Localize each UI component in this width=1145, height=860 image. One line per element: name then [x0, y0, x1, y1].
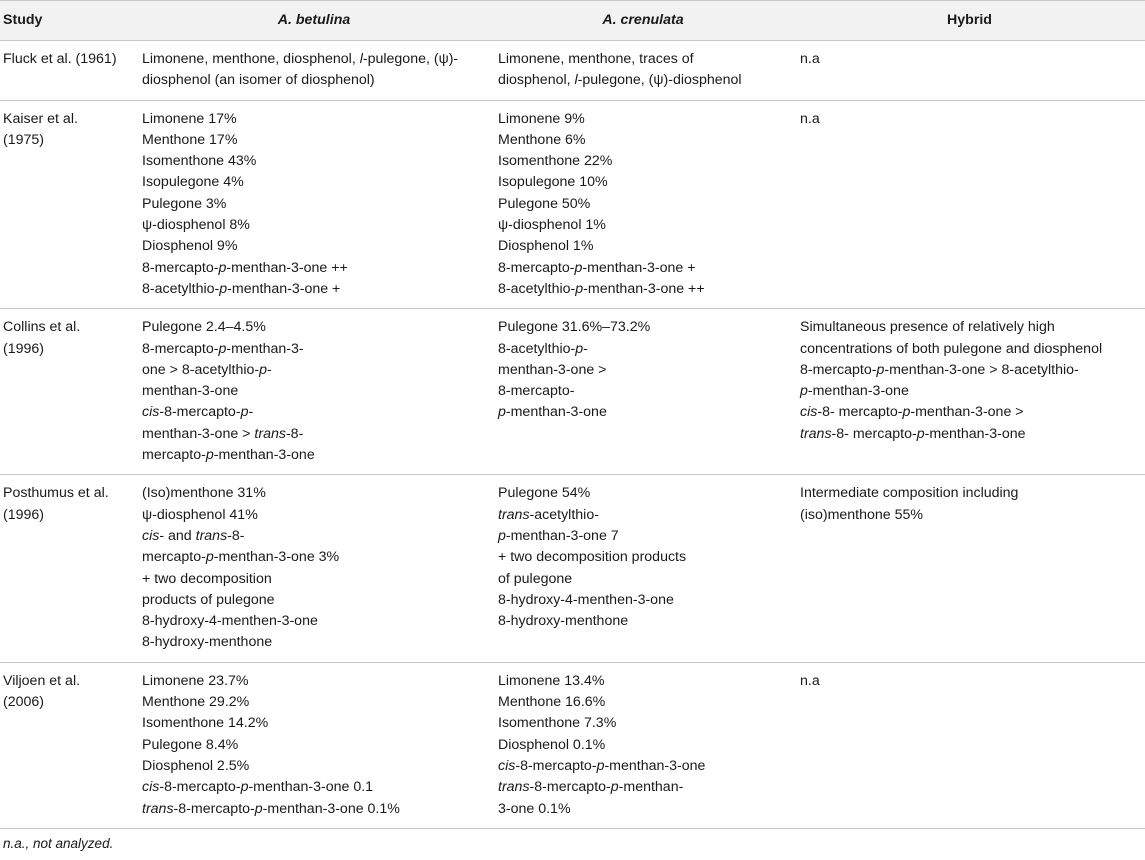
text-fragment: products of pulegone: [142, 591, 275, 608]
italic-fragment: p: [575, 280, 584, 297]
hybrid-line: [800, 339, 1141, 360]
study-line: (1975): [3, 131, 45, 148]
crenulata-line: [498, 194, 790, 215]
text-fragment: -pulegone, (ψ)-diosphenol: [577, 72, 742, 89]
text-fragment: 8-hydroxy-menthone: [142, 634, 273, 651]
text-fragment: Isomenthone 22%: [498, 153, 613, 170]
italic-fragment: p: [876, 361, 885, 378]
text-fragment: ψ-diosphenol 1%: [498, 217, 606, 234]
betulina-line: [142, 194, 488, 215]
italic-fragment: trans: [498, 506, 530, 523]
hybrid-cell: [794, 662, 1145, 828]
betulina-line: [142, 483, 488, 504]
betulina-cell: [136, 41, 492, 101]
header-hybrid: Hybrid: [794, 1, 1145, 41]
italic-fragment: p: [498, 404, 506, 421]
italic-fragment: p: [254, 800, 263, 817]
text-fragment: -8-: [285, 425, 304, 442]
betulina-line: [142, 777, 488, 798]
crenulata-line: [498, 151, 790, 172]
crenulata-line: [498, 611, 790, 632]
hybrid-line: [800, 505, 1141, 526]
text-fragment: -8- mercapto-: [831, 425, 917, 442]
text-fragment: -8-mercapto-: [173, 800, 255, 817]
crenulata-line: [498, 526, 790, 547]
crenulata-cell: [492, 309, 794, 475]
text-fragment: Menthone 17%: [142, 131, 238, 148]
text-fragment: -menthan-3-one: [807, 383, 909, 400]
crenulata-line: [498, 317, 790, 338]
text-fragment: of pulegone: [498, 570, 573, 587]
text-fragment: 8-acetylthio-: [498, 340, 576, 357]
text-fragment: Isomenthone 43%: [142, 153, 257, 170]
crenulata-line: [498, 258, 790, 279]
text-fragment: (Iso)menthone 31%: [142, 485, 266, 502]
crenulata-line: [498, 360, 790, 381]
italic-fragment: trans: [142, 800, 174, 817]
italic-fragment: l: [359, 51, 363, 67]
crenulata-line: [498, 70, 790, 91]
betulina-line: [142, 151, 488, 172]
betulina-line: [142, 526, 488, 547]
hybrid-line: [800, 109, 1141, 130]
betulina-line: [142, 381, 488, 402]
crenulata-cell: [492, 662, 794, 828]
italic-fragment: p: [610, 779, 619, 796]
betulina-line: [142, 590, 488, 611]
italic-fragment: p: [205, 447, 214, 464]
crenulata-line: [498, 692, 790, 713]
table-body: [0, 41, 1145, 829]
text-fragment: Isomenthone 7.3%: [498, 715, 617, 732]
text-fragment: + two decomposition products: [498, 549, 687, 566]
italic-fragment: trans: [254, 425, 286, 442]
italic-fragment: trans: [800, 425, 832, 442]
text-fragment: Pulegone 31.6%–73.2%: [498, 319, 651, 336]
study-line: Fluck et al. (1961): [3, 51, 117, 67]
hybrid-line: [800, 49, 1141, 70]
betulina-line: [142, 611, 488, 632]
text-fragment: Diosphenol 0.1%: [498, 736, 606, 753]
hybrid-line: [800, 381, 1141, 402]
text-fragment: Diosphenol 9%: [142, 238, 238, 255]
italic-fragment: p: [218, 340, 227, 357]
italic-fragment: p: [259, 361, 268, 378]
crenulata-cell: [492, 475, 794, 662]
crenulata-line: [498, 671, 790, 692]
italic-fragment: p: [498, 527, 506, 544]
crenulata-cell: [492, 100, 794, 309]
study-cell: [0, 309, 136, 475]
betulina-line: [142, 258, 488, 279]
italic-fragment: p: [219, 280, 228, 297]
table-footnote: n.a., not analyzed.: [3, 835, 114, 851]
crenulata-line: [498, 547, 790, 568]
italic-fragment: cis: [142, 527, 160, 544]
text-fragment: -menthan-3-one > 8-acetylthio-: [884, 361, 1079, 378]
hybrid-cell: [794, 41, 1145, 101]
text-fragment: -menthan-3-one 0.1: [248, 779, 374, 796]
italic-fragment: p: [240, 404, 249, 421]
text-fragment: Diosphenol 1%: [498, 238, 594, 255]
betulina-line: [142, 236, 488, 257]
betulina-line: [142, 402, 488, 423]
text-fragment: -8-mercapto-: [529, 779, 611, 796]
betulina-line: [142, 109, 488, 130]
text-fragment: -pulegone, (ψ)-: [362, 51, 459, 67]
crenulata-line: [498, 130, 790, 151]
text-fragment: -menthan-3-one +: [582, 259, 696, 276]
crenulata-line: [498, 279, 790, 300]
hybrid-cell: [794, 309, 1145, 475]
betulina-line: [142, 130, 488, 151]
text-fragment: Menthone 16.6%: [498, 694, 606, 711]
hybrid-line: [800, 483, 1141, 504]
italic-fragment: trans: [498, 779, 530, 796]
text-fragment: Isopulegone 4%: [142, 174, 244, 191]
text-fragment: -menthan-3-one: [604, 757, 706, 774]
crenulata-line: [498, 505, 790, 526]
betulina-cell: [136, 475, 492, 662]
italic-fragment: cis: [800, 404, 818, 421]
betulina-line: [142, 424, 488, 445]
text-fragment: 8-mercapto-: [498, 259, 575, 276]
text-fragment: -menthan-3-one: [213, 447, 315, 464]
betulina-line: [142, 360, 488, 381]
crenulata-line: [498, 339, 790, 360]
betulina-line: [142, 756, 488, 777]
crenulata-line: [498, 756, 790, 777]
text-fragment: Pulegone 50%: [498, 195, 591, 212]
text-fragment: 8-hydroxy-4-menthen-3-one: [498, 591, 674, 608]
text-fragment: (iso)menthone 55%: [800, 506, 924, 523]
hybrid-line: [800, 424, 1141, 445]
text-fragment: -menthan-3-one +: [227, 280, 341, 297]
study-line: (1996): [3, 340, 45, 357]
betulina-line: [142, 215, 488, 236]
betulina-line: [142, 317, 488, 338]
italic-fragment: p: [902, 404, 911, 421]
betulina-line: [142, 632, 488, 653]
crenulata-line: [498, 109, 790, 130]
betulina-line: [142, 713, 488, 734]
hybrid-line: [800, 360, 1141, 381]
study-line: Viljoen et al.: [3, 672, 81, 689]
text-fragment: 8-mercapto-: [800, 361, 877, 378]
italic-fragment: p: [916, 425, 925, 442]
study-cell: [0, 475, 136, 662]
italic-fragment: p: [240, 779, 249, 796]
text-fragment: one > 8-acetylthio-: [142, 361, 260, 378]
text-fragment: Simultaneous presence of relatively high: [800, 319, 1055, 336]
italic-fragment: p: [574, 259, 583, 276]
text-fragment: -menthan-3-one 3%: [213, 549, 340, 566]
text-fragment: Pulegone 8.4%: [142, 736, 239, 753]
text-fragment: -8- mercapto-: [817, 404, 903, 421]
text-fragment: -8-mercapto-: [159, 779, 241, 796]
text-fragment: Pulegone 3%: [142, 195, 227, 212]
text-fragment: + two decomposition: [142, 570, 272, 587]
crenulata-line: [498, 215, 790, 236]
crenulata-line: [498, 402, 790, 423]
crenulata-line: [498, 735, 790, 756]
betulina-cell: [136, 309, 492, 475]
betulina-line: [142, 339, 488, 360]
crenulata-line: [498, 569, 790, 590]
text-fragment: 8-mercapto-: [498, 383, 575, 400]
betulina-line: [142, 671, 488, 692]
header-crenulata: A. crenulata: [492, 1, 794, 41]
text-fragment: Isomenthone 14.2%: [142, 715, 269, 732]
text-fragment: -: [583, 340, 588, 357]
text-fragment: -menthan-3-one ++: [583, 280, 705, 297]
betulina-cell: [136, 662, 492, 828]
study-cell: [0, 100, 136, 309]
hybrid-cell: [794, 475, 1145, 662]
betulina-line: [142, 547, 488, 568]
text-fragment: -menthan-3-one 0.1%: [262, 800, 400, 817]
text-fragment: Menthone 6%: [498, 131, 586, 148]
italic-fragment: cis: [498, 757, 516, 774]
betulina-line: [142, 445, 488, 466]
text-fragment: Pulegone 54%: [498, 485, 591, 502]
text-fragment: 8-mercapto-: [142, 259, 219, 276]
header-betulina: A. betulina: [136, 1, 492, 41]
text-fragment: Intermediate composition including: [800, 485, 1019, 502]
text-fragment: Limonene 13.4%: [498, 672, 605, 689]
text-fragment: ψ-diosphenol 41%: [142, 506, 258, 523]
betulina-line: [142, 735, 488, 756]
crenulata-line: [498, 590, 790, 611]
italic-fragment: p: [218, 259, 227, 276]
text-fragment: Limonene 23.7%: [142, 672, 249, 689]
study-line: Posthumus et al.: [3, 485, 109, 502]
betulina-line: [142, 70, 488, 91]
text-fragment: Limonene 17%: [142, 110, 237, 127]
crenulata-line: [498, 236, 790, 257]
table-row: [0, 309, 1145, 475]
text-fragment: 8-mercapto-: [142, 340, 219, 357]
betulina-line: [142, 569, 488, 590]
text-fragment: -8-mercapto-: [515, 757, 597, 774]
study-cell: [0, 662, 136, 828]
text-fragment: -8-mercapto-: [159, 404, 241, 421]
text-fragment: -menthan-3-one >: [910, 404, 1024, 421]
text-fragment: -: [248, 404, 254, 421]
text-fragment: 8-acetylthio-: [142, 280, 220, 297]
study-line: Kaiser et al.: [3, 110, 78, 127]
text-fragment: menthan-3-one: [142, 383, 239, 400]
text-fragment: 3-one 0.1%: [498, 800, 571, 817]
text-fragment: -menthan-3-one: [505, 404, 607, 421]
text-fragment: Isopulegone 10%: [498, 174, 608, 191]
betulina-line: [142, 172, 488, 193]
text-fragment: diosphenol,: [498, 72, 575, 89]
betulina-line: [142, 692, 488, 713]
crenulata-line: [498, 172, 790, 193]
text-fragment: ψ-diosphenol 8%: [142, 217, 250, 234]
text-fragment: -menthan-3-one: [924, 425, 1026, 442]
crenulata-line: [498, 777, 790, 798]
betulina-line: [142, 49, 488, 70]
text-fragment: mercapto-: [142, 549, 206, 566]
text-fragment: Limonene 9%: [498, 110, 585, 127]
text-fragment: menthan-3-one >: [142, 425, 255, 442]
italic-fragment: cis: [142, 404, 160, 421]
table-row: [0, 662, 1145, 828]
hybrid-cell: [794, 100, 1145, 309]
text-fragment: 8-hydroxy-4-menthen-3-one: [142, 613, 318, 630]
table-row: [0, 41, 1145, 101]
text-fragment: Pulegone 2.4–4.5%: [142, 319, 266, 336]
text-fragment: -8-: [227, 527, 245, 544]
table-row: [0, 100, 1145, 309]
italic-fragment: p: [205, 549, 214, 566]
italic-fragment: p: [596, 757, 605, 774]
italic-fragment: p: [800, 383, 808, 400]
crenulata-line: [498, 799, 790, 820]
text-fragment: Limonene, menthone, traces of: [498, 51, 694, 67]
text-fragment: n.a: [800, 51, 820, 67]
study-line: Collins et al.: [3, 319, 81, 336]
italic-fragment: p: [575, 340, 584, 357]
text-fragment: 8-acetylthio-: [498, 280, 576, 297]
italic-fragment: trans: [195, 527, 228, 544]
hybrid-line: [800, 671, 1141, 692]
betulina-line: [142, 279, 488, 300]
text-fragment: - and: [159, 527, 196, 544]
italic-fragment: l: [574, 72, 578, 89]
study-cell: [0, 41, 136, 101]
text-fragment: -menthan-3-one 7: [505, 527, 619, 544]
text-fragment: Limonene, menthone, diosphenol,: [142, 51, 360, 67]
text-fragment: -: [267, 361, 272, 378]
table-row: [0, 475, 1145, 662]
text-fragment: concentrations of both pulegone and diosphenol: [800, 340, 1103, 357]
crenulata-cell: [492, 41, 794, 101]
crenulata-line: [498, 381, 790, 402]
text-fragment: n.a: [800, 110, 820, 127]
text-fragment: n.a: [800, 672, 820, 689]
crenulata-line: [498, 49, 790, 70]
text-fragment: mercapto-: [142, 447, 206, 464]
header-study: Study: [0, 1, 136, 41]
betulina-cell: [136, 100, 492, 309]
table-header: [0, 1, 1145, 41]
text-fragment: -menthan-: [618, 779, 684, 796]
italic-fragment: cis: [142, 779, 160, 796]
study-line: (1996): [3, 506, 45, 523]
text-fragment: menthan-3-one >: [498, 361, 607, 378]
text-fragment: Menthone 29.2%: [142, 694, 250, 711]
hybrid-line: [800, 317, 1141, 338]
crenulata-line: [498, 713, 790, 734]
betulina-line: [142, 799, 488, 820]
study-line: (2006): [3, 694, 45, 711]
hybrid-line: [800, 402, 1141, 423]
text-fragment: 8-hydroxy-menthone: [498, 613, 629, 630]
text-fragment: -acetylthio-: [529, 506, 599, 523]
crenulata-line: [498, 483, 790, 504]
betulina-line: [142, 505, 488, 526]
text-fragment: Diosphenol 2.5%: [142, 757, 250, 774]
text-fragment: -menthan-3-one ++: [226, 259, 348, 276]
text-fragment: -menthan-3-: [226, 340, 304, 357]
text-fragment: diosphenol (an isomer of diosphenol): [142, 72, 375, 89]
